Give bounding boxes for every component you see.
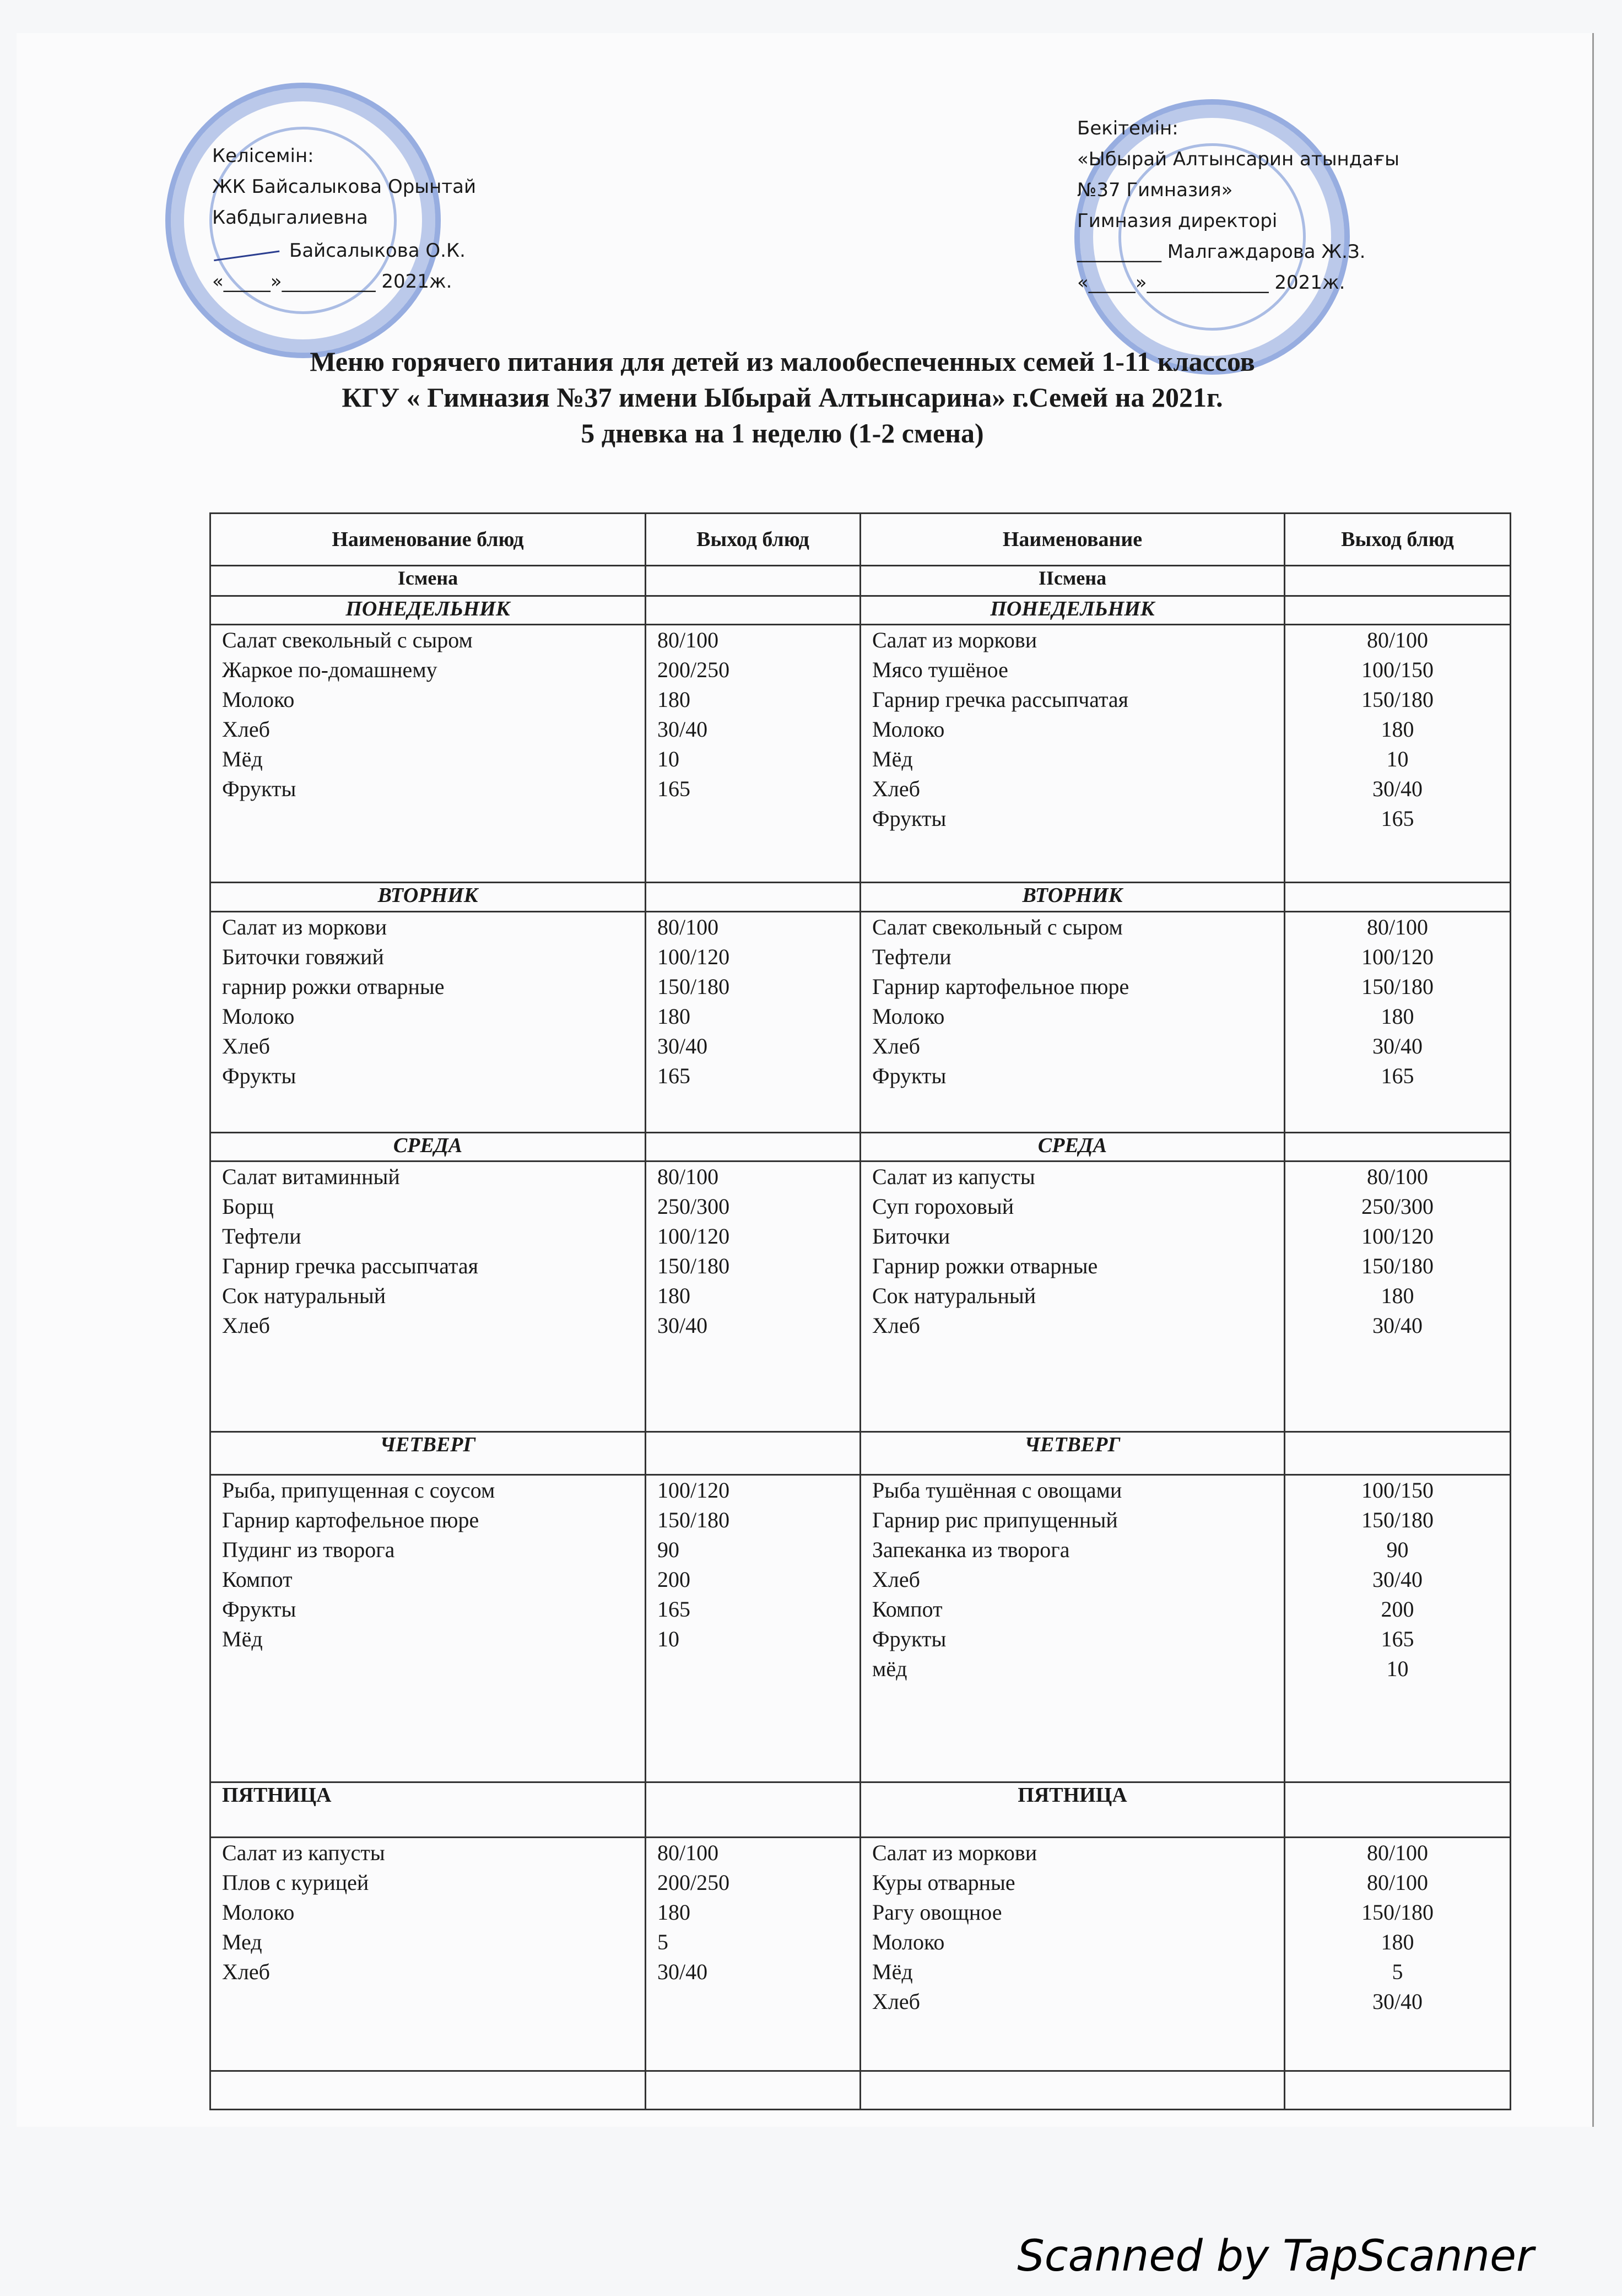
dish-item: Салат из капусты (872, 1164, 1035, 1190)
dish-item: Компот (222, 1567, 293, 1592)
dish-list (861, 1161, 1285, 1432)
dish-item: гарнир рожки отварные (222, 974, 445, 999)
header-dish-name-1: Наименование блюд (210, 514, 646, 566)
yield-value: 150/180 (657, 974, 730, 999)
document-subtitle-period: 5 дневка на 1 неделю (1-2 смена) (581, 418, 984, 449)
dish-item: Гарнир картофельное пюре (222, 1508, 479, 1533)
dish-item: Салат из моркови (872, 1840, 1037, 1865)
yield-value: 180 (1381, 717, 1414, 742)
yield-value: 10 (1386, 747, 1409, 772)
yield-list (646, 625, 861, 883)
yield-value: 30/40 (1372, 1989, 1423, 2014)
dish-item: Гарнир картофельное пюре (872, 974, 1129, 999)
signature (211, 229, 280, 261)
day-name: СРЕДА (861, 1133, 1285, 1161)
dish-list (210, 911, 646, 1132)
yield-value: 150/180 (1361, 1899, 1434, 1925)
dish-item: Тефтели (222, 1224, 301, 1249)
yield-value: 180 (657, 1283, 690, 1309)
dish-list (861, 1475, 1285, 1782)
yield-value: 80/100 (1366, 628, 1429, 653)
yield-value: 30/40 (1372, 1567, 1423, 1592)
day-name: ПЯТНИЦА (861, 1782, 1285, 1837)
day-name: ПОНЕДЕЛЬНИК (210, 596, 646, 624)
yield-value: 100/150 (1361, 1478, 1434, 1503)
dish-item: Суп гороховый (872, 1194, 1014, 1219)
dish-item: Гарнир рожки отварные (872, 1254, 1098, 1279)
dish-item: Биточки говяжий (222, 944, 384, 969)
dish-list (210, 1161, 646, 1432)
yield-list (1285, 1475, 1511, 1782)
items-row-tuesday (210, 911, 1511, 1132)
dish-item: Мёд (222, 747, 263, 772)
yield-value: 165 (1381, 1627, 1414, 1652)
dish-item: Хлеб (872, 1989, 920, 2014)
scanner-watermark: Scanned by TapScanner (1017, 2232, 1534, 2281)
yield-value: 250/300 (1361, 1194, 1434, 1219)
yield-value: 180 (657, 1899, 690, 1925)
yield-value: 30/40 (657, 1313, 708, 1338)
approval-left-line: Кабдыгалиевна (212, 207, 368, 229)
approval-right-line: _________ Малгаждарова Ж.З. (1077, 241, 1366, 263)
yield-value: 100/120 (657, 1224, 730, 1249)
dish-item: Салат из моркови (872, 628, 1037, 653)
yield-value: 200/250 (657, 1870, 730, 1895)
dish-list (210, 1837, 646, 2071)
dish-item: Хлеб (222, 1313, 270, 1338)
dish-item: Хлеб (222, 1033, 270, 1058)
yield-value: 5 (657, 1929, 668, 1954)
yield-list (1285, 625, 1511, 883)
yield-value: 250/300 (657, 1194, 730, 1219)
dish-item: Молоко (872, 717, 945, 742)
yield-value: 180 (1381, 1929, 1414, 1954)
dish-item: Салат из моркови (222, 914, 387, 939)
dish-item: мёд (872, 1656, 907, 1682)
day-row-monday (210, 596, 1511, 624)
dish-list (861, 625, 1285, 883)
menu-table (209, 512, 1511, 2110)
yield-list (646, 911, 861, 1132)
approval-right-line: «_____»_____________ 2021ж. (1077, 272, 1345, 294)
dish-item: Гарнир гречка рассыпчатая (872, 687, 1129, 712)
dish-list (861, 911, 1285, 1132)
dish-item: Мёд (222, 1627, 263, 1652)
dish-item: Рыба, припущенная с соусом (222, 1478, 495, 1503)
day-row-tuesday (210, 883, 1511, 911)
yield-value: 80/100 (1366, 1164, 1429, 1190)
approval-left-line: Келісемін: (212, 145, 314, 167)
dish-item: Мёд (872, 747, 913, 772)
day-name: ВТОРНИК (861, 883, 1285, 911)
document-subtitle: КГУ « Гимназия №37 имени Ыбырай Алтынсарина» г.Семей на 2021г. (342, 382, 1223, 413)
yield-value: 80/100 (1366, 914, 1429, 939)
yield-value: 100/120 (657, 1478, 730, 1503)
yield-value: 165 (657, 776, 690, 802)
dish-item: Фрукты (222, 776, 296, 802)
yield-value: 165 (657, 1597, 690, 1622)
document-title: Меню горячего питания для детей из малообеспеченных семей 1-11 классов (310, 346, 1255, 377)
yield-list (646, 1475, 861, 1782)
dish-item: Салат из капусты (222, 1840, 385, 1865)
day-name: СРЕДА (210, 1133, 646, 1161)
yield-value: 150/180 (657, 1254, 730, 1279)
yield-value: 200 (657, 1567, 690, 1592)
dish-item: Фрукты (872, 806, 947, 831)
yield-value: 150/180 (1361, 1508, 1434, 1533)
yield-value: 150/180 (1361, 1254, 1434, 1279)
dish-item: Мед (222, 1929, 262, 1954)
dish-item: Плов с курицей (222, 1870, 369, 1895)
approval-left-line: «_____»__________ 2021ж. (212, 271, 452, 293)
yield-value: 90 (657, 1537, 679, 1563)
dish-item: Гарнир рис припущенный (872, 1508, 1118, 1533)
approval-block-right (1077, 113, 1399, 298)
header-yield-1: Выход блюд (646, 514, 861, 566)
yield-value: 165 (1381, 806, 1414, 831)
yield-value: 5 (1392, 1959, 1403, 1984)
dish-item: Сок натуральный (872, 1283, 1036, 1309)
day-name: ПЯТНИЦА (210, 1782, 646, 1837)
yield-value: 165 (1381, 1063, 1414, 1088)
dish-item: Борщ (222, 1194, 274, 1219)
yield-value: 30/40 (657, 1033, 708, 1058)
dish-item: Салат витаминный (222, 1164, 400, 1190)
yield-value: 10 (657, 1627, 679, 1652)
items-row-thursday (210, 1475, 1511, 1782)
yield-value: 10 (657, 747, 679, 772)
yield-value: 80/100 (657, 628, 719, 653)
yield-value: 30/40 (1372, 776, 1423, 802)
shift-2-label: IIсмена (861, 566, 1285, 596)
day-name: ПОНЕДЕЛЬНИК (861, 596, 1285, 624)
yield-list (646, 1161, 861, 1432)
yield-value: 180 (657, 1003, 690, 1029)
dish-item: Хлеб (872, 1313, 920, 1338)
yield-value: 180 (1381, 1283, 1414, 1309)
approval-right-line: Бекітемін: (1077, 117, 1178, 139)
yield-value: 80/100 (657, 914, 719, 939)
yield-value: 80/100 (657, 1840, 719, 1865)
dish-item: Жаркое по-домашнему (222, 657, 437, 683)
dish-item: Хлеб (222, 1959, 270, 1984)
yield-value: 100/150 (1361, 657, 1434, 683)
dish-item: Фрукты (872, 1627, 947, 1652)
yield-value: 180 (657, 687, 690, 712)
approval-left-line: ЖК Байсалыкова Орынтай (212, 176, 477, 198)
dish-item: Мясо тушёное (872, 657, 1008, 683)
dish-item: Компот (872, 1597, 943, 1622)
yield-value: 80/100 (1366, 1870, 1429, 1895)
yield-list (1285, 1837, 1511, 2071)
shift-row (210, 566, 1511, 596)
yield-value: 100/120 (657, 944, 730, 969)
yield-value: 165 (657, 1063, 690, 1088)
items-row-wednesday (210, 1161, 1511, 1432)
day-name: ВТОРНИК (210, 883, 646, 911)
yield-value: 200 (1381, 1597, 1414, 1622)
header-dish-name-2: Наименование (861, 514, 1285, 566)
header-yield-2: Выход блюд (1285, 514, 1511, 566)
approval-left-line: Байсалыкова О.К. (289, 240, 466, 262)
yield-value: 150/180 (1361, 687, 1434, 712)
yield-value: 80/100 (1366, 1840, 1429, 1865)
dish-item: Молоко (222, 1003, 295, 1029)
dish-list (210, 625, 646, 883)
dish-item: Рагу овощное (872, 1899, 1002, 1925)
yield-value: 200/250 (657, 657, 730, 683)
dish-item: Фрукты (872, 1063, 947, 1088)
items-row-monday (210, 625, 1511, 883)
dish-item: Биточки (872, 1224, 950, 1249)
dish-item: Гарнир гречка рассыпчатая (222, 1254, 479, 1279)
day-row-wednesday (210, 1133, 1511, 1161)
yield-value: 150/180 (1361, 974, 1434, 999)
items-row-friday (210, 1837, 1511, 2071)
dish-item: Молоко (872, 1929, 945, 1954)
shift-1-label: Iсмена (210, 566, 646, 596)
dish-item: Запеканка из творога (872, 1537, 1070, 1563)
yield-value: 30/40 (657, 717, 708, 742)
approval-block-left (212, 141, 476, 297)
dish-item: Рыба тушённая с овощами (872, 1478, 1122, 1503)
yield-value: 30/40 (657, 1959, 708, 1984)
approval-right-line: Гимназия директорі (1077, 210, 1278, 232)
blank-row (210, 2071, 1511, 2109)
dish-item: Хлеб (222, 717, 270, 742)
dish-list (210, 1475, 646, 1782)
day-row-thursday (210, 1432, 1511, 1475)
yield-value: 10 (1386, 1656, 1409, 1682)
dish-item: Фрукты (222, 1063, 296, 1088)
dish-item: Тефтели (872, 944, 951, 969)
yield-list (1285, 911, 1511, 1132)
dish-item: Хлеб (872, 1033, 920, 1058)
day-name: ЧЕТВЕРГ (861, 1432, 1285, 1475)
dish-item: Салат свекольный с сыром (222, 628, 473, 653)
dish-item: Фрукты (222, 1597, 296, 1622)
dish-item: Хлеб (872, 776, 920, 802)
dish-item: Мёд (872, 1959, 913, 1984)
yield-list (646, 1837, 861, 2071)
day-row-friday (210, 1782, 1511, 1837)
dish-item: Молоко (222, 687, 295, 712)
day-name: ЧЕТВЕРГ (210, 1432, 646, 1475)
yield-value: 180 (1381, 1003, 1414, 1029)
approval-right-line: «Ыбырай Алтынсарин атындағы (1077, 148, 1400, 170)
dish-list (861, 1837, 1285, 2071)
dish-item: Молоко (222, 1899, 295, 1925)
dish-item: Сок натуральный (222, 1283, 386, 1309)
yield-value: 150/180 (657, 1508, 730, 1533)
yield-value: 80/100 (657, 1164, 719, 1190)
yield-value: 90 (1386, 1537, 1409, 1563)
dish-item: Хлеб (872, 1567, 920, 1592)
yield-list (1285, 1161, 1511, 1432)
table-header-row (210, 514, 1511, 566)
yield-value: 30/40 (1372, 1313, 1423, 1338)
dish-item: Пудинг из творога (222, 1537, 395, 1563)
yield-value: 100/120 (1361, 1224, 1434, 1249)
dish-item: Молоко (872, 1003, 945, 1029)
yield-value: 100/120 (1361, 944, 1434, 969)
approval-right-line: №37 Гимназия» (1077, 179, 1233, 201)
dish-item: Салат свекольный с сыром (872, 914, 1123, 939)
yield-value: 30/40 (1372, 1033, 1423, 1058)
dish-item: Куры отварные (872, 1870, 1015, 1895)
